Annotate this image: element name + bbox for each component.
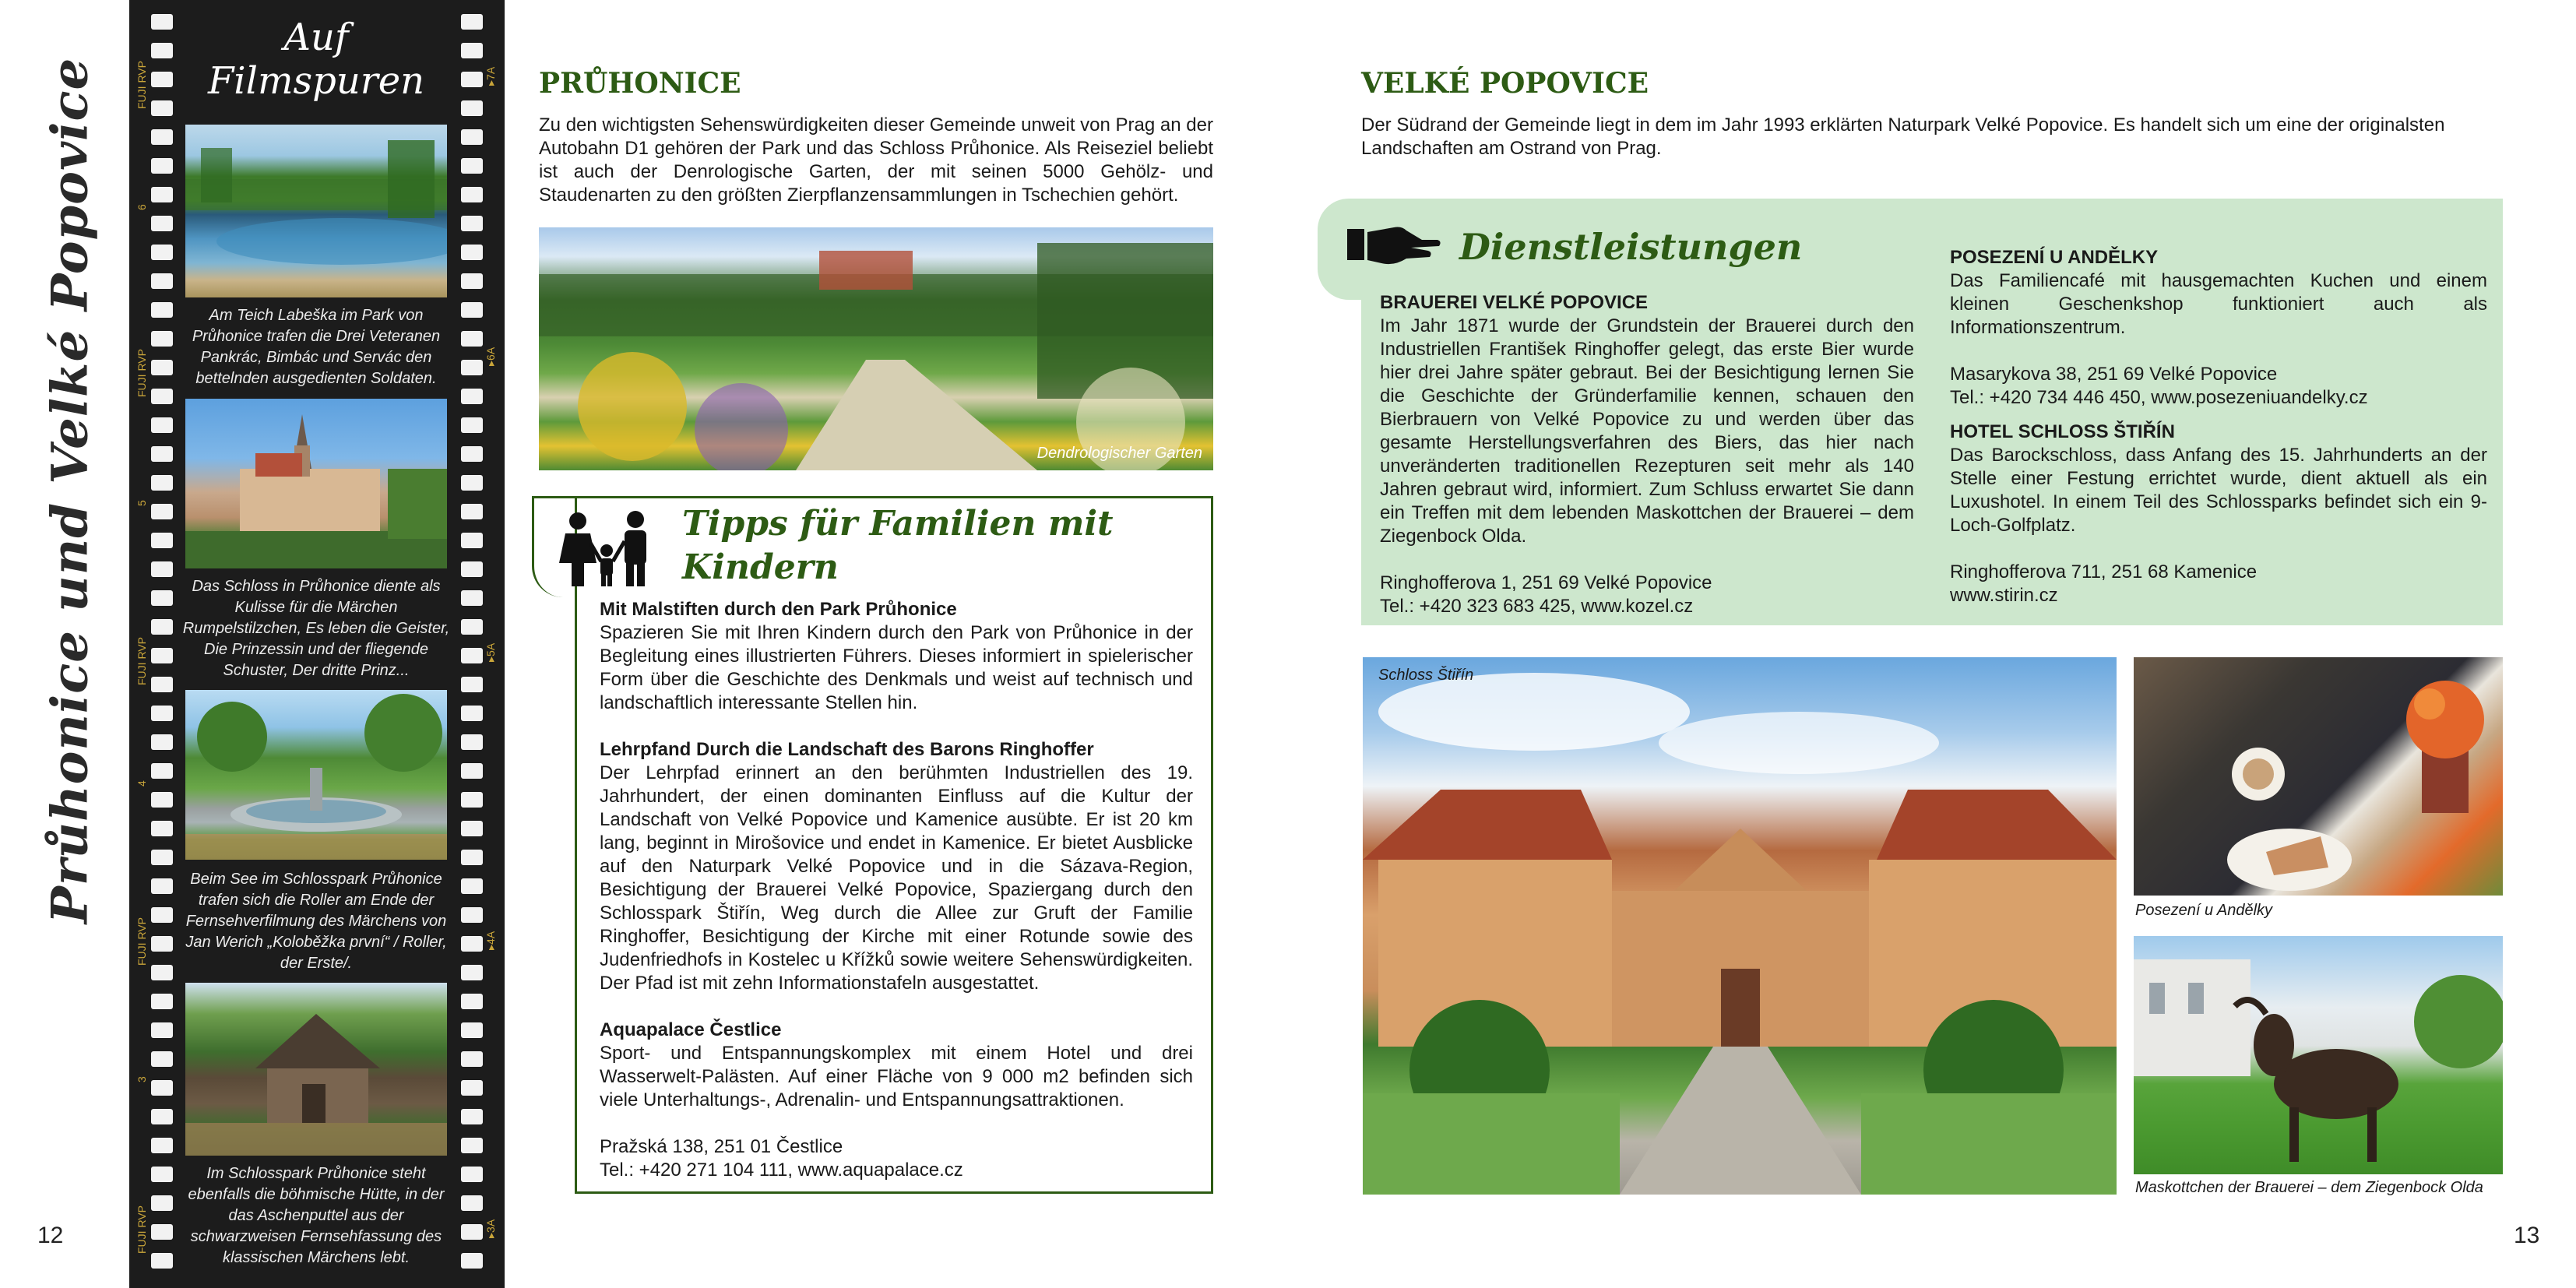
film-sprocket-hole xyxy=(461,72,483,87)
film-sprocket-hole xyxy=(461,619,483,635)
film-sprocket-hole xyxy=(461,533,483,548)
schloss-photo-caption: Schloss Štiřín xyxy=(1378,667,1474,684)
garden-photo-caption: Dendrologischer Garten xyxy=(1036,445,1202,462)
film-sprocket-hole xyxy=(461,187,483,202)
film-sprocket-hole xyxy=(151,72,173,87)
brauerei-heading: BRAUEREI VELKÉ POPOVICE xyxy=(1380,292,1649,313)
film-caption-2: Das Schloss in Průhonice diente als Kulisse für die Märchen Rumpelstilzchen, Es leben die Geister, Die Prinzessin und der fliegende Schuster, Der dritte Prinz... xyxy=(182,578,450,679)
film-sprocket-hole xyxy=(151,100,173,116)
film-sprocket-hole xyxy=(461,158,483,174)
film-edge-number: 3 xyxy=(135,1076,148,1082)
lake-photo-art xyxy=(185,125,447,297)
hotel-heading: HOTEL SCHLOSS ŠTIŘÍN xyxy=(1950,421,2175,442)
film-edge-frame-code: ▸4A xyxy=(484,931,497,950)
family-item-text: Sport- und Entspannungskomplex mit einem Hotel und drei Wasserwelt-Palästen. Auf einer Fläche von 9 000 m2 befinden sich viele Unterhaltungs-, Adrenalin- und Entspannungsattraktionen. xyxy=(600,1043,1193,1110)
film-frame-castle-photo xyxy=(185,399,447,568)
family-item-text: Der Lehrpfad erinnert an den berühmten Industriellen des 19. Jahrhundert, der einen dominanten Einfluss auf die Kultur der Landschaft von Velké Popovice und Kamenice ausübte. Er ist 20 km lang, beginnt in Mirošovice und endet in Kamenice. Er bietet Ausblicke auf den Naturpark Velké Popovice und in die Sázava-Region, Besichtigung der Brauerei Velké Popovice, Spaziergang durch den Schlosspark Štiřín, Weg durch die Allee zur Gruft der Familie Ringhoffer, Besichtigung der Kirche mit einer Rotunde sowie des Judenfriedhofs in Kostelec u Křížků sowie weitere Sehenswürdigkeiten. Der Pfad ist mit zehn Informationstafeln ausgestattet. xyxy=(600,762,1193,994)
film-sprocket-hole xyxy=(461,850,483,865)
film-sprocket-hole xyxy=(461,475,483,491)
film-edge-frame-code: ▸6A xyxy=(484,347,497,366)
film-sprocket-hole xyxy=(461,446,483,462)
family-item-text: Spazieren Sie mit Ihren Kindern durch den Park von Průhonice in der Begleitung eines illustrierten Führers. Dieses informiert in spielerischer Form über die Geschichte des Denkmals und weist auf technisch und landschaftlich interessante Stellen hin. xyxy=(600,622,1193,713)
film-sprocket-hole xyxy=(461,216,483,231)
film-edge-number: 4 xyxy=(135,780,148,787)
film-edge-frame-code: ▸3A xyxy=(484,1219,497,1238)
film-title-line1: Auf xyxy=(283,16,349,59)
film-sprocket-hole xyxy=(151,245,173,260)
film-sprocket-hole xyxy=(461,1195,483,1211)
film-sprocket-hole xyxy=(151,158,173,174)
film-edge-label: FUJI RVP xyxy=(135,61,148,109)
film-sprocket-hole xyxy=(461,1138,483,1153)
section-heading-velke-popovice: VELKÉ POPOVICE xyxy=(1361,67,1649,100)
film-sprocket-hole xyxy=(151,1022,173,1038)
film-sprocket-hole xyxy=(151,1167,173,1182)
film-edge-number: 6 xyxy=(135,204,148,210)
fountain-photo-art xyxy=(185,690,447,860)
film-sprocket-hole xyxy=(461,129,483,145)
velke-popovice-intro-text: Der Südrand der Gemeinde liegt in dem im Jahr 1993 erklärten Naturpark Velké Popovice. Es handelt sich um eine der originalsten Landschaften am Ostrand von Prag. xyxy=(1361,114,2445,159)
film-sprocket-hole xyxy=(151,533,173,548)
film-sprocket-hole xyxy=(461,1167,483,1182)
film-sprocket-hole xyxy=(461,878,483,894)
film-sprocket-hole xyxy=(151,360,173,375)
family-tips-content xyxy=(600,598,1193,1182)
film-sprocket-hole xyxy=(461,504,483,519)
film-caption-4: Im Schlosspark Průhonice steht ebenfalls die böhmische Hütte, in der das Aschenputtel aus der schwarzweisen Fernsehfassung des klassischen Märchens lebt. xyxy=(188,1165,445,1266)
film-sprocket-hole xyxy=(151,619,173,635)
film-sprocket-hole xyxy=(151,43,173,58)
film-sprocket-hole xyxy=(461,792,483,808)
garden-photo-art xyxy=(539,227,1213,470)
posezeni-contact: Tel.: +420 734 446 450, www.posezeniuandelky.cz xyxy=(1950,387,2368,408)
film-sprocket-hole xyxy=(461,1051,483,1067)
film-sprocket-hole xyxy=(151,1138,173,1153)
film-sprocket-hole xyxy=(461,994,483,1009)
family-item-heading: Aquapalace Čestlice xyxy=(600,1019,782,1040)
goat-photo-caption: Maskottchen der Brauerei – dem Ziegenbock Olda xyxy=(2135,1179,2483,1196)
film-sprocket-hole xyxy=(151,1051,173,1067)
film-sprocket-hole xyxy=(151,417,173,433)
film-sprocket-hole xyxy=(151,792,173,808)
film-sprocket-hole xyxy=(151,1109,173,1124)
film-sprocket-hole xyxy=(461,273,483,289)
film-sprocket-hole xyxy=(461,1022,483,1038)
film-edge-label: FUJI RVP xyxy=(135,637,148,685)
film-sprocket-hole xyxy=(151,936,173,952)
family-tips-title: Tipps für Familien mit Kindern xyxy=(682,504,1114,587)
film-sprocket-hole xyxy=(461,389,483,404)
film-sprocket-hole xyxy=(461,43,483,58)
film-title-line2: Filmspuren xyxy=(207,59,425,103)
film-edge-label: FUJI RVP xyxy=(135,917,148,966)
hand-icon xyxy=(1347,224,1442,274)
film-sprocket-hole xyxy=(151,273,173,289)
film-sprocket-hole xyxy=(151,850,173,865)
film-strip xyxy=(129,0,505,1288)
film-edge-frame-code: ▸5A xyxy=(484,642,497,662)
film-sprocket-hole xyxy=(151,1195,173,1211)
film-sprocket-hole xyxy=(151,648,173,663)
schloss-stirin-photo xyxy=(1363,657,2117,1195)
brauerei-text: Im Jahr 1871 wurde der Grundstein der Brauerei durch den Industriellen František Ringhoffer gelegt, das erste Bier wurde hier drei Jahre später gebraut. Bei der Besichtigung lernen Sie die Geschichte der Gründerfamilie kennen, schauen den Bierbrauern von Velké Popovice zu und werden über das gesamte Herstellungsverfahren des Biers, das hier nach unveränderten traditionellen Rezepturen seit mehr als 140 Jahren gebraut wird, informiert. Zum Schluss erwartet Sie dann ein Treffen mit dem lebenden Maskottchen der Brauerei – dem Ziegenbock Olda. xyxy=(1380,315,1914,547)
film-sprocket-hole xyxy=(151,994,173,1009)
film-sprocket-hole xyxy=(151,302,173,318)
posezeni-text: Das Familiencafé mit hausgemachten Kuchen und einem kleinen Geschenkshop funktioniert auch als Informationszentrum. xyxy=(1950,270,2487,338)
hotel-address: Ringhofferova 711, 251 68 Kamenice xyxy=(1950,561,2258,582)
film-edge-number: 5 xyxy=(135,500,148,506)
film-sprocket-hole xyxy=(151,734,173,750)
goat-photo xyxy=(2134,936,2503,1174)
film-sprocket-hole xyxy=(461,245,483,260)
castle-photo-art xyxy=(185,399,447,568)
schloss-photo-art xyxy=(1363,657,2117,1195)
section-heading-pruhonice: PRŮHONICE xyxy=(539,67,741,100)
cafe-photo-caption: Posezení u Andělky xyxy=(2135,902,2273,919)
film-sprocket-hole xyxy=(151,331,173,347)
hotel-text: Das Barockschloss, dass Anfang des 15. Jahrhunderts an der Stelle einer Festung errichtet wurde, dient aktuell als ein Luxushotel. In einem Teil des Schlossparks befindet sich ein 9-Loch-Golfplatz. xyxy=(1950,445,2487,536)
film-sprocket-hole xyxy=(461,907,483,923)
film-sprocket-hole xyxy=(461,706,483,721)
brauerei-address: Ringhofferova 1, 251 69 Velké Popovice xyxy=(1380,572,1712,593)
service-posezeni xyxy=(1950,246,2487,607)
film-sprocket-hole xyxy=(151,187,173,202)
film-sprocket-hole xyxy=(151,677,173,692)
film-sprocket-hole xyxy=(461,936,483,952)
family-item-heading: Lehrpfand Durch die Landschaft des Barons Ringhoffer xyxy=(600,739,1094,760)
film-sprocket-hole xyxy=(461,590,483,606)
film-sprocket-hole xyxy=(461,360,483,375)
film-sprocket-hole xyxy=(151,821,173,836)
family-item-heading: Mit Malstiften durch den Park Průhonice xyxy=(600,599,957,620)
film-sprocket-hole xyxy=(151,14,173,30)
brauerei-contact: Tel.: +420 323 683 425, www.kozel.cz xyxy=(1380,596,1694,617)
film-edge-label: FUJI RVP xyxy=(135,1205,148,1254)
posezeni-heading: POSEZENÍ U ANDĚLKY xyxy=(1950,247,2159,268)
aquapalace-contact: Tel.: +420 271 104 111, www.aquapalace.cz xyxy=(600,1160,963,1181)
page-number-left: 12 xyxy=(37,1223,64,1248)
vertical-page-title: Průhonice und Velké Popovice xyxy=(40,57,100,924)
hut-photo-art xyxy=(185,983,447,1156)
film-sprocket-hole xyxy=(151,475,173,491)
film-holes-left xyxy=(151,0,174,1288)
services-title: Dienstleistungen xyxy=(1459,226,1803,268)
film-caption-1: Am Teich Labeška im Park von Průhonice trafen die Drei Veteranen Pankrác, Bimbác und Servác den bettelnden ausgedienten Soldaten. xyxy=(192,307,441,387)
vertical-title-wrap xyxy=(31,57,109,924)
film-sprocket-hole xyxy=(461,1224,483,1240)
film-sprocket-hole xyxy=(151,965,173,980)
page-number-right: 13 xyxy=(2514,1223,2540,1248)
film-frame-lake-photo xyxy=(185,125,447,297)
film-sprocket-hole xyxy=(151,446,173,462)
posezeni-address: Masarykova 38, 251 69 Velké Popovice xyxy=(1950,364,2278,385)
film-sprocket-hole xyxy=(461,965,483,980)
film-sprocket-hole xyxy=(151,907,173,923)
film-sprocket-hole xyxy=(151,129,173,145)
film-caption-3: Beim See im Schlosspark Průhonice trafen sich die Roller am Ende der Fernsehverfilmung des Märchens von Jan Werich „Koloběžka první“ / Roller, der Erste/. xyxy=(185,871,447,972)
garden-photo xyxy=(539,227,1213,470)
film-frame-fountain-photo xyxy=(185,690,447,860)
film-sprocket-hole xyxy=(151,1253,173,1269)
pruhonice-intro-text: Zu den wichtigsten Sehenswürdigkeiten dieser Gemeinde unweit von Prag an der Autobahn D1 gehören der Park und das Schloss Průhonice. Als Reiseziel beliebt ist auch der Denrologische Garten, der mit seinen 5000 Gehölz- und Staudenarten zu den größten Zierpflanzensammlungen in Tschechien gehört. xyxy=(539,114,1213,206)
film-sprocket-hole xyxy=(461,14,483,30)
film-sprocket-hole xyxy=(461,648,483,663)
film-sprocket-hole xyxy=(151,706,173,721)
cafe-photo-art xyxy=(2134,657,2503,896)
film-sprocket-hole xyxy=(461,677,483,692)
film-sprocket-hole xyxy=(461,821,483,836)
film-frame-hut-photo xyxy=(185,983,447,1156)
film-edge-frame-code: ▸7A xyxy=(484,66,497,86)
service-brauerei xyxy=(1380,291,1914,618)
film-sprocket-hole xyxy=(151,1080,173,1096)
film-sprocket-hole xyxy=(461,1109,483,1124)
film-sprocket-hole xyxy=(151,590,173,606)
film-sprocket-hole xyxy=(461,331,483,347)
film-edge-label: FUJI RVP xyxy=(135,349,148,397)
film-sprocket-hole xyxy=(461,417,483,433)
film-holes-right xyxy=(461,0,484,1288)
aquapalace-address: Pražská 138, 251 01 Čestlice xyxy=(600,1136,843,1157)
film-sprocket-hole xyxy=(461,1080,483,1096)
film-sprocket-hole xyxy=(151,763,173,779)
hotel-contact: www.stirin.cz xyxy=(1950,585,2058,606)
film-sprocket-hole xyxy=(151,389,173,404)
film-sprocket-hole xyxy=(151,561,173,577)
film-sprocket-hole xyxy=(151,1224,173,1240)
cafe-photo xyxy=(2134,657,2503,896)
film-title xyxy=(176,16,456,103)
film-sprocket-hole xyxy=(461,1253,483,1269)
film-sprocket-hole xyxy=(461,763,483,779)
goat-photo-art xyxy=(2134,936,2503,1174)
film-sprocket-hole xyxy=(461,100,483,116)
film-sprocket-hole xyxy=(461,561,483,577)
film-sprocket-hole xyxy=(151,504,173,519)
family-icon xyxy=(554,510,671,588)
film-sprocket-hole xyxy=(151,216,173,231)
film-sprocket-hole xyxy=(151,878,173,894)
film-sprocket-hole xyxy=(461,302,483,318)
film-sprocket-hole xyxy=(461,734,483,750)
